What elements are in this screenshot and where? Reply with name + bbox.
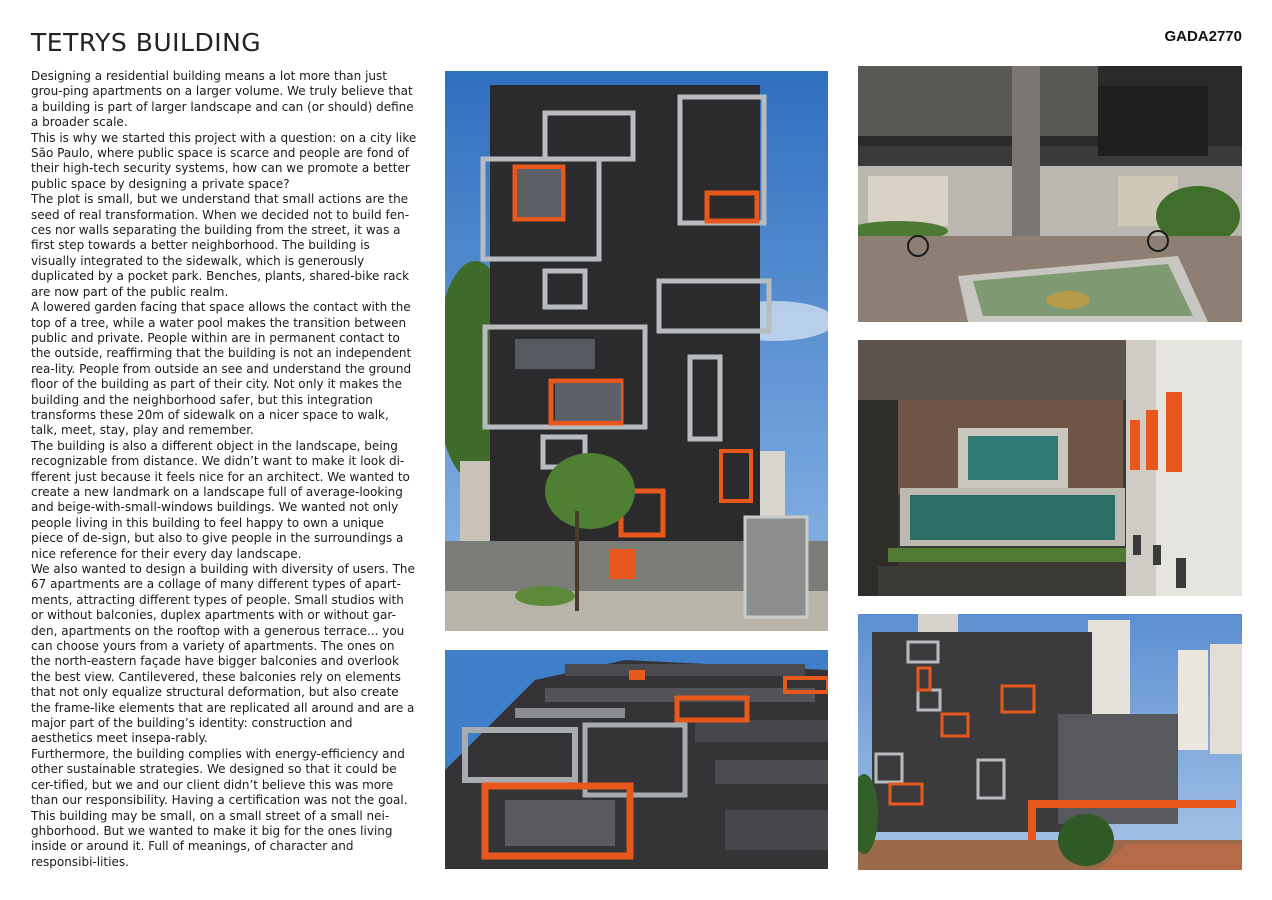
photo-courtyard-pool [858, 66, 1242, 322]
project-code: GADA2770 [1164, 28, 1242, 45]
photo-balconies-upview [445, 650, 828, 869]
paragraph: The building is also a different object in the landscape, being recognizable from distance. We didn’t want to make it look di-fferent just because it feels nice for an architect. We wanted to create a new landmark on a landscape full of average-looking and beige-with-small-windows buildings. We wanted not only people living in this building to feel happy to own a unique piece of de-sign, but also to give people in the surroundings a nice reference for their every day landscape. [31, 438, 410, 561]
paragraph: Furthermore, the building complies with energy-efficiency and other sustainable strategies. We designed so that it could be cer-tified, but we and our client didn’t believe this was more than our responsibility. Having a certification was not the goal. [31, 746, 408, 808]
photo-city-context [858, 614, 1242, 870]
paragraph: This building may be small, on a small street of a small nei-ghborhood. But we wanted to make it big for the ones living inside or around it. Full of meanings, of character and responsibi-lities. [31, 808, 393, 869]
photo-aerial-pool [858, 340, 1242, 596]
paragraph: Designing a residential building means a lot more than just grou-ping apartments on a larger volume. We truly believe that a building is part of larger landscape and can (or should) define a broader scale. [31, 69, 414, 130]
paragraph: A lowered garden facing that space allows the contact with the top of a tree, while a water pool makes the transition between public and private. People within are in permanent contact to the outside, reaffirming that the building is not an independent rea-lity. People from outside an see and understand the ground floor of the building as part of their city. Not only it makes the building and the neighborhood safer, but this integration transforms these 20m of sidewalk on a nicer space to walk, talk, meet, stay, play and remember. [31, 300, 412, 438]
page-title: TETRYS BUILDING [31, 28, 262, 57]
description-text [31, 69, 417, 870]
paragraph: This is why we started this project with a question: on a city like São Paulo, where public space is scarce and people are fond of their high-tech security systems, how can we promote a better public space by designing a private space? [31, 130, 417, 191]
paragraph: We also wanted to design a building with diversity of users. The 67 apartments are a collage of many different types of apart-ments, attracting different types of people. Small studios with or without balconies, duplex apartments with or without gar-den, apartments on the rooftop with a generous terrace... you can choose yours from a variety of apartments. The ones on the north-eastern façade have bigger balconies and overlook the best view. Cantilevered, these balconies rely on elements that not only equalize structural deformation, but also create the frame-like elements that are replicated all around and are a major part of the building’s identity: construction and aesthetics meet insepa-rably. [31, 562, 415, 746]
paragraph: The plot is small, but we understand that small actions are the seed of real transformation. When we decided not to build fen-ces nor walls separating the building from the street, it was a first step towards a better neighborhood. The building is visually integrated to the sidewalk, which is generously duplicated by a pocket park. Benches, plants, shared-bike rack are now part of the public realm. [31, 192, 410, 299]
photo-facade [445, 71, 828, 631]
